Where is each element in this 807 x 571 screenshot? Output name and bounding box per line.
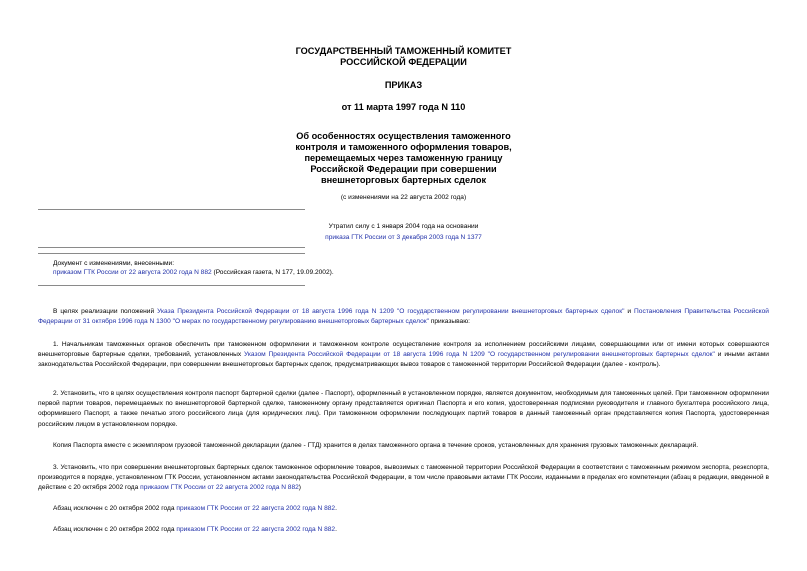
resolution-1300-link[interactable]: Постановления Правительства Российской Федерации от 31 октября 1996 года N 1300 "О мерах по государственному регулированию внешнеторговых бартерных сделок"	[38, 308, 769, 326]
repeal-order-link[interactable]: приказа ГТК России от 3 декабря 2003 года N 1377	[325, 234, 482, 241]
doc-title-line-3: перемещаемых через таможенную границу	[304, 153, 503, 163]
doc-type: ПРИКАЗ	[384, 80, 423, 90]
decree-1209-link[interactable]: Указа Президента Российской Федерации от 18 августа 1996 года N 1209 "О государственном регулировании внешнеторговых бартерных сделок"	[157, 308, 625, 315]
intro-paragraph: В целях реализации положений Указа Президента Российской Федерации от 18 августа 1996 года N 1209 "О государственном регулировании внешнеторговых бартерных сделок" и Постановления Правительства Российской Федерации от 31 октября 1996 года N 1300 "О мерах по государственному регулированию внешнеторговых бартерных сделок" приказываю:	[38, 308, 769, 326]
amendments-line	[53, 268, 334, 277]
order-882-link[interactable]: приказом ГТК России от 22 августа 2002 года N 882	[176, 526, 336, 533]
doc-title-line-4: Российской Федерации при совершении	[310, 164, 497, 174]
paragraph-3: Копия Паспорта вместе с экземпляром грузовой таможенной декларации (далее - ГТД) хранится в делах таможенного органа в течение сроков, установленных для хранения грузовых таможенных деклараций.	[53, 442, 699, 449]
divider	[38, 253, 305, 254]
order-882-link[interactable]: приказом ГТК России от 22 августа 2002 года N 882	[176, 505, 336, 512]
divider	[38, 247, 305, 248]
amendment-order-link[interactable]: приказом ГТК России от 22 августа 2002 года N 882	[53, 269, 212, 276]
repeal-status: Утратил силу с 1 января 2004 года на основании	[328, 223, 479, 230]
paragraph-6: Абзац исключен с 20 октября 2002 года приказом ГТК России от 22 августа 2002 года N 882.	[53, 526, 337, 533]
doc-date-number: от 11 марта 1997 года N 110	[341, 102, 466, 112]
issuer-line-2: РОССИЙСКОЙ ФЕДЕРАЦИИ	[340, 57, 467, 67]
paragraph-4: 3. Установить, что при совершении внешнеторговых бартерных сделок таможенное оформление товаров, вывозимых с таможенной территории Российской Федерации в соответствии с таможенным режимом экспорта, реэкспорта, производится в порядке, установленном ГТК России, установленном актами законодательства Российской Федерации, в том числе правовыми актами ГТК России, изданными в пределах его компетенции (абзац в редакции, введенной в действие с 20 октября 2002 года приказом ГТК России от 22 августа 2002 года N 882)	[38, 464, 769, 492]
divider	[38, 285, 305, 286]
amendments-label: Документ с изменениями, внесенными:	[53, 260, 175, 267]
issuer-line-1: ГОСУДАРСТВЕННЫЙ ТАМОЖЕННЫЙ КОМИТЕТ	[295, 46, 512, 56]
doc-title-line-2: контроля и таможенного оформления товаров,	[295, 142, 512, 152]
doc-title-line-1: Об особенностях осуществления таможенного	[296, 131, 511, 141]
doc-title-line-5: внешнеторговых бартерных сделок	[320, 175, 487, 185]
divider	[38, 209, 305, 210]
amendment-source: (Российская газета, N 177, 19.09.2002).	[211, 269, 334, 276]
order-882-link[interactable]: приказом ГТК России от 22 августа 2002 года N 882	[140, 484, 299, 492]
paragraph-2: 2. Установить, что в целях осуществления контроля паспорт бартерной сделки (далее - Паспорт), оформленный в установленном порядке, является документом, необходимым для таможенных целей. При таможенном оформлении первой партии товаров, перемещаемых по внешнеторговой бартерной сделке, таможенному органу представляется оригинал Паспорта и его копия, удостоверенная подписями руководителя и главного бухгалтера российского лица, оформившего Паспорт, а также печатью этого российского лица (для юридических лиц). При таможенном оформлении последующих партий товаров в данный таможенный орган представляется копия Паспорта, удостоверенная российским лицом в установленном порядке.	[38, 390, 769, 428]
changes-note: (с изменениями на 22 августа 2002 года)	[340, 194, 467, 201]
paragraph-5: Абзац исключен с 20 октября 2002 года приказом ГТК России от 22 августа 2002 года N 882.	[53, 505, 337, 512]
paragraph-1: 1. Начальникам таможенных органов обеспечить при таможенном оформлении и таможенном контроле осуществление контроля за исполнением российскими лицами, совершающими или от имени которых совершаются внешнеторговые бартерные сделки, требований, установленных Указом Президента Российской Федерации от 18 августа 1996 года N 1209 "О государственном регулировании внешнеторговых бартерных сделок" и иными актами законодательства Российской Федерации, при совершении внешнеторговых бартерных сделок, предусматривающих вывоз товаров с таможенной территории Российской Федерации (далее - контроль).	[38, 341, 769, 369]
decree-1209-link[interactable]: Указом Президента Российской Федерации от 18 августа 1996 года N 1209 "О государственном регулировании внешнеторговых бартерных сделок"	[244, 351, 715, 359]
